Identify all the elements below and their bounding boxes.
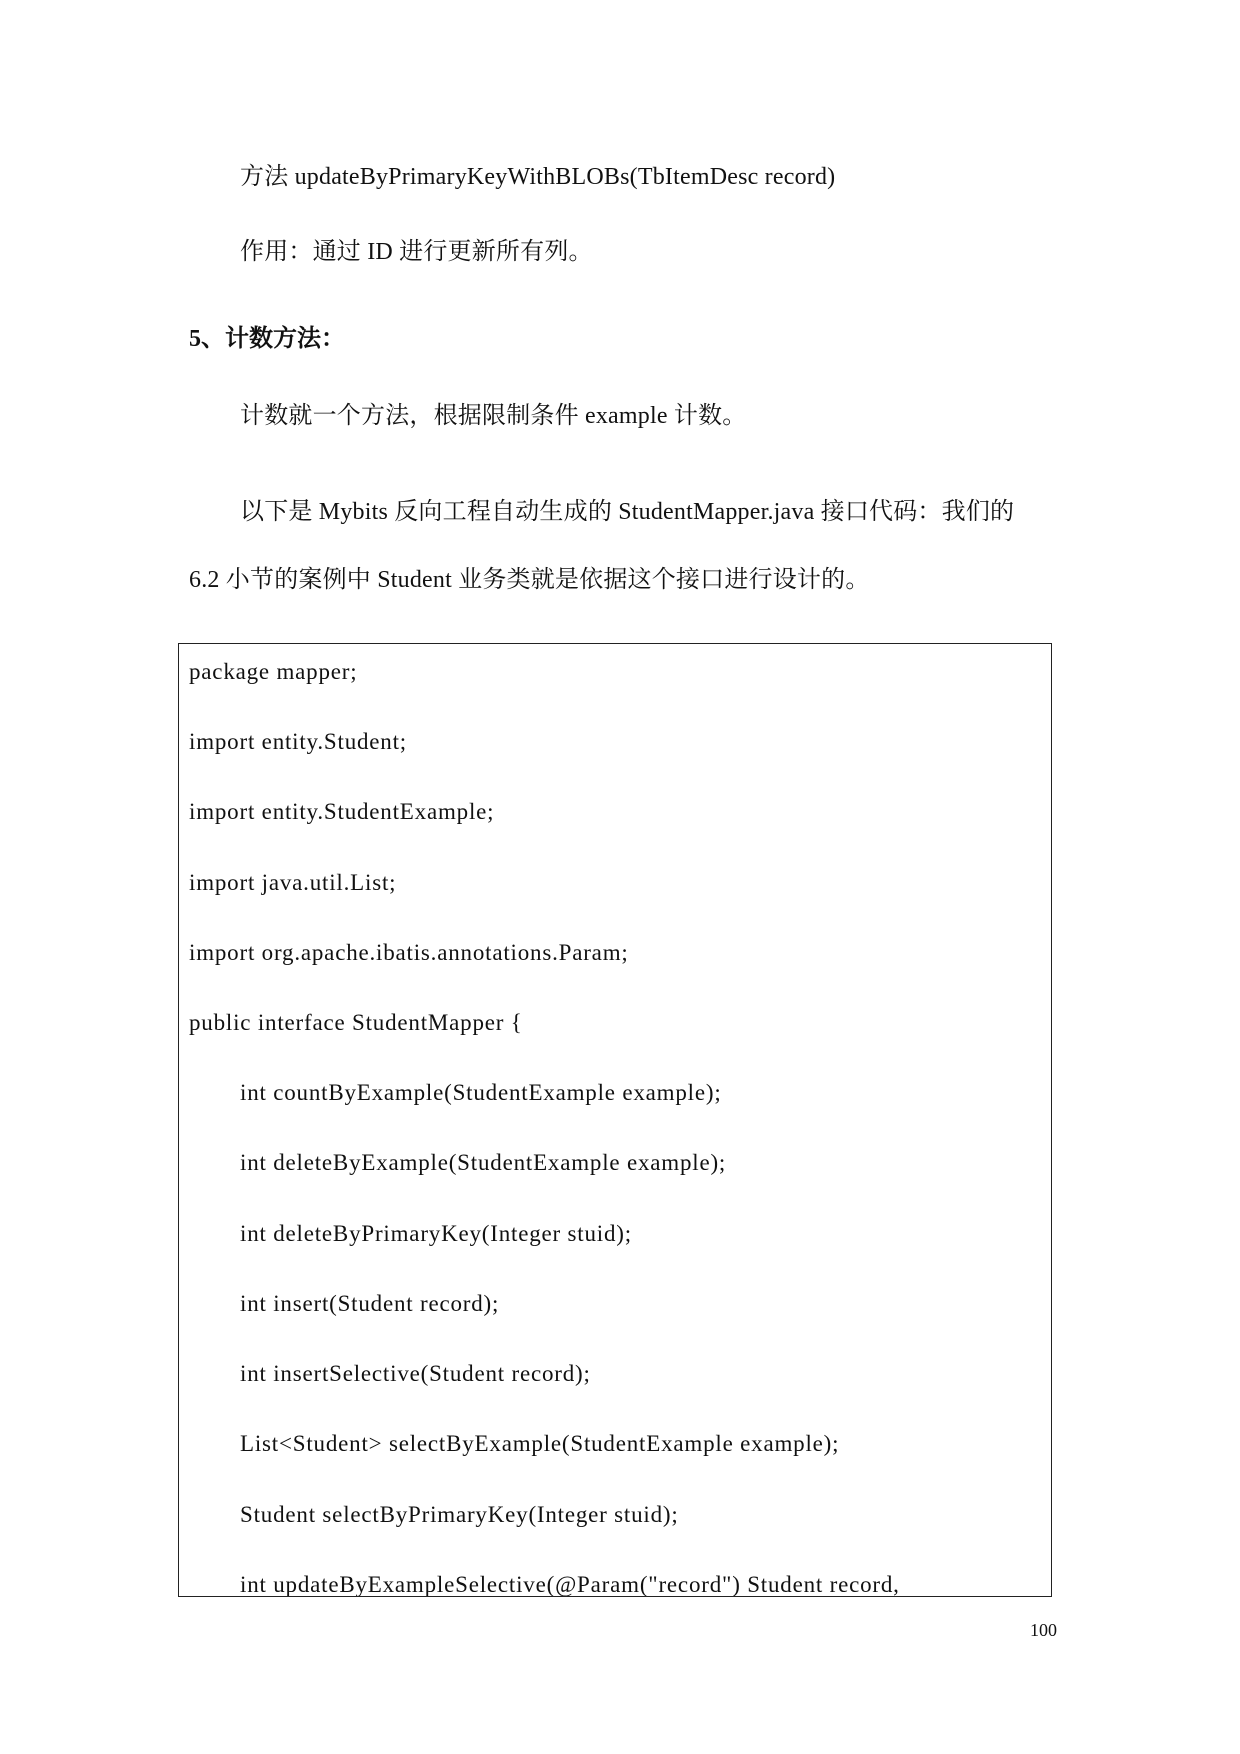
code-line: int countByExample(StudentExample example); [240,1080,722,1105]
count-description-paragraph: 计数就一个方法，根据限制条件 example 计数。 [240,403,747,429]
intro-paragraph-line-2: 6.2 小节的案例中 Student 业务类就是依据这个接口进行设计的。 [189,567,870,593]
code-line: import entity.Student; [189,729,407,754]
code-line: int insert(Student record); [240,1291,500,1316]
code-line: int updateByExampleSelective(@Param("record") Student record, [240,1572,900,1597]
page-number: 100 [1030,1620,1057,1640]
code-line: package mapper; [189,659,358,684]
method-signature-paragraph: 方法 updateByPrimaryKeyWithBLOBs(TbItemDesc record) [240,164,836,190]
code-line: List<Student> selectByExample(StudentExample example); [240,1431,840,1456]
code-line: int insertSelective(Student record); [240,1361,591,1386]
purpose-paragraph: 作用：通过 ID 进行更新所有列。 [240,239,593,265]
code-line: public interface StudentMapper { [189,1010,523,1035]
code-line: import java.util.List; [189,870,397,895]
code-line: int deleteByExample(StudentExample example); [240,1150,727,1175]
intro-paragraph-line-1: 以下是 Mybits 反向工程自动生成的 StudentMapper.java 接口代码：我们的 [240,499,1015,525]
code-block [178,643,1052,1597]
section-heading: 5、计数方法： [189,326,345,352]
code-line: import entity.StudentExample; [189,799,495,824]
code-line: Student selectByPrimaryKey(Integer stuid); [240,1502,679,1527]
code-line: import org.apache.ibatis.annotations.Param; [189,940,629,965]
code-line: int deleteByPrimaryKey(Integer stuid); [240,1221,632,1246]
